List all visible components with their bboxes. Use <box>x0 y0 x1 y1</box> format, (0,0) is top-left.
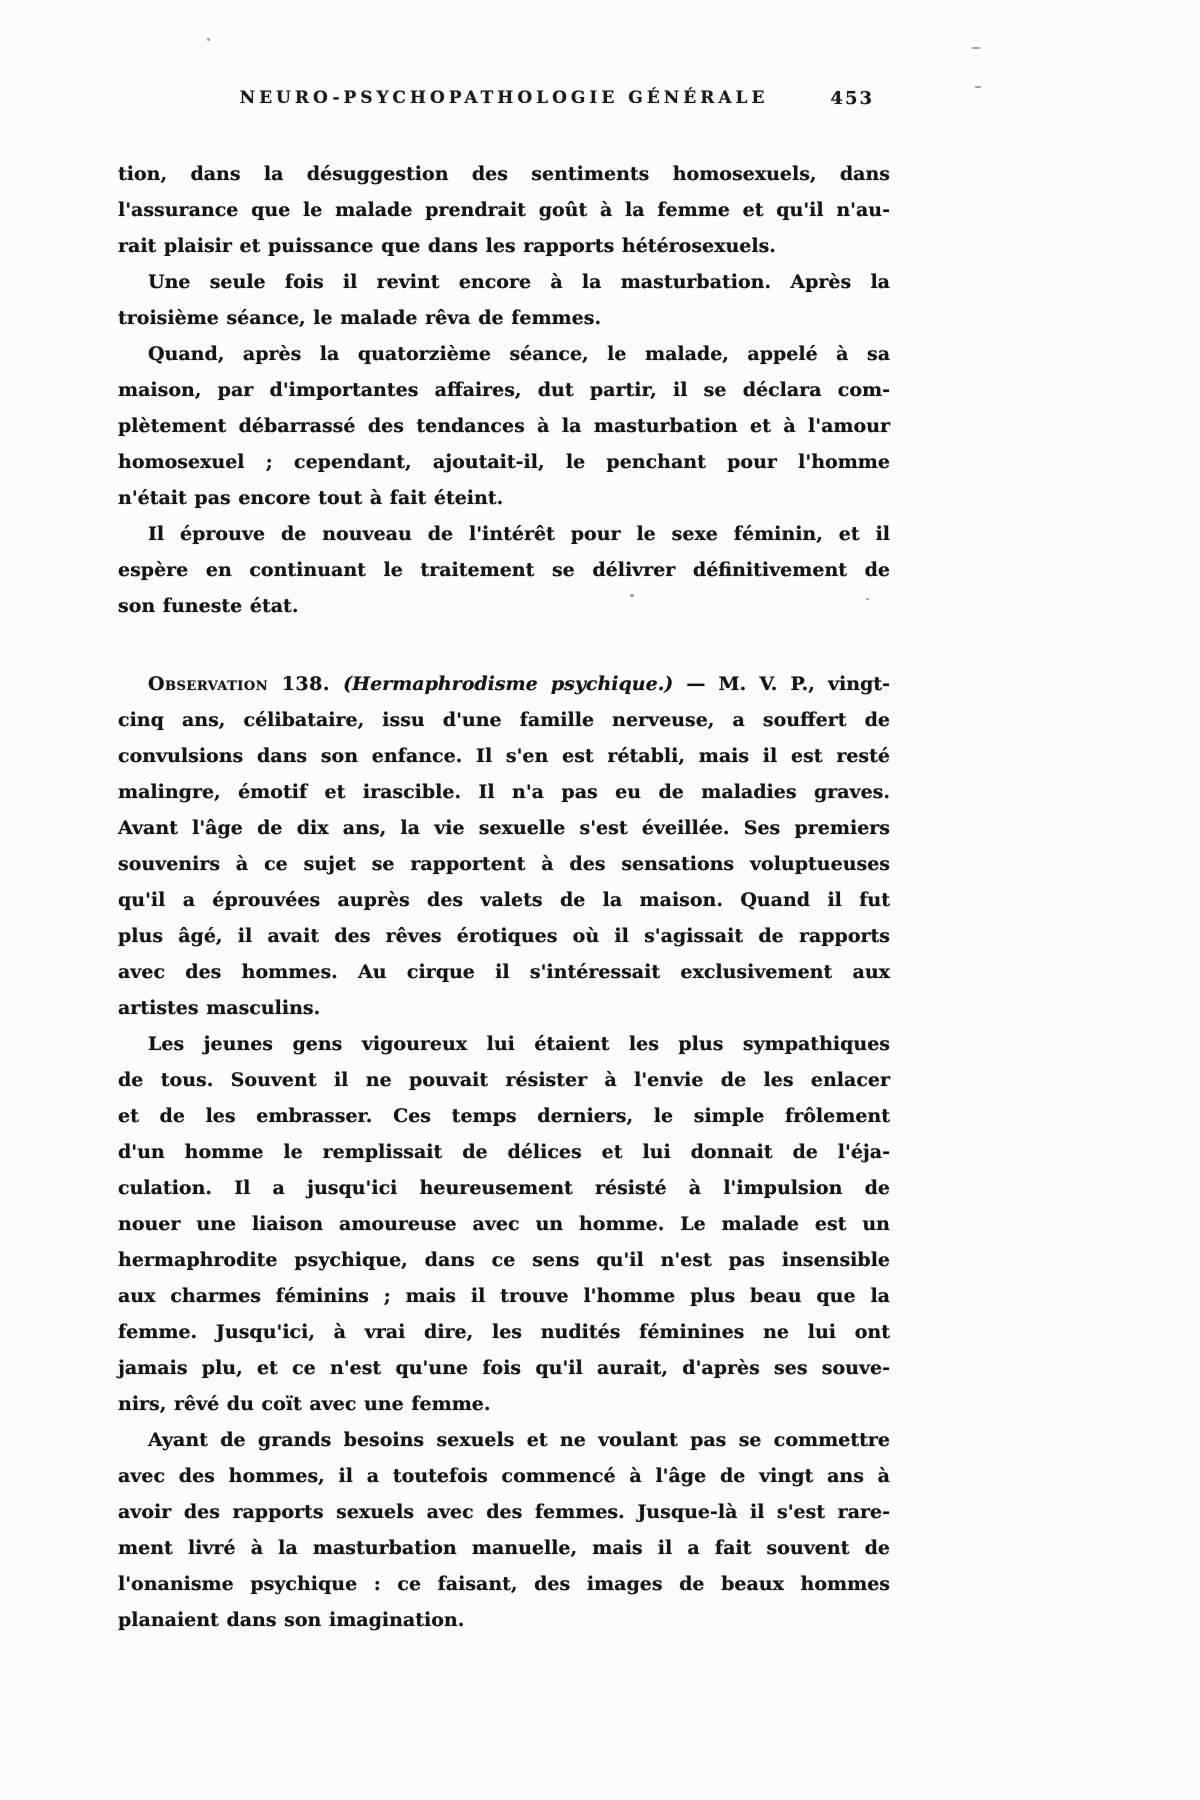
text-line: tion, dans la désuggestion des sentiments homosexuels, dans <box>118 163 890 185</box>
text-line: espère en continuant le traitement se délivrer définitivement de <box>118 559 890 581</box>
text-line: plus âgé, il avait des rêves érotiques où il s'agissait de rapports <box>118 925 890 947</box>
text-line: convulsions dans son enfance. Il s'en est rétabli, mais il est resté <box>118 745 890 767</box>
observation-label: Observation 138. <box>148 673 330 695</box>
text-line: plètement débarrassé des tendances à la masturbation et à l'amour <box>118 415 890 437</box>
text-line: son funeste état. <box>118 595 299 617</box>
observation-lead-line <box>118 666 890 702</box>
scan-speck <box>630 594 634 597</box>
paragraph <box>118 666 890 1026</box>
text-line: avoir des rapports sexuels avec des femmes. Jusque-là il s'est rare- <box>118 1501 890 1523</box>
text-line: Une seule fois il revint encore à la masturbation. Après la <box>148 271 890 293</box>
text-line: n'était pas encore tout à fait éteint. <box>118 487 504 509</box>
text-line: nouer une liaison amoureuse avec un homme. Le malade est un <box>118 1213 890 1235</box>
paragraph <box>118 1422 890 1638</box>
text-line: l'onanisme psychique : ce faisant, des images de beaux hommes <box>118 1573 890 1595</box>
paragraph <box>118 516 890 624</box>
text-line: l'assurance que le malade prendrait goût à la femme et qu'il n'au- <box>118 199 890 221</box>
text-line: Avant l'âge de dix ans, la vie sexuelle s'est éveillée. Ses premiers <box>118 817 890 839</box>
text-line: homosexuel ; cependant, ajoutait-il, le penchant pour l'homme <box>118 451 890 473</box>
page-number: 453 <box>830 88 874 109</box>
paragraph <box>118 1026 890 1422</box>
text-line: ment livré à la masturbation manuelle, mais il a fait souvent de <box>118 1537 890 1559</box>
text-line: malingre, émotif et irascible. Il n'a pas eu de maladies graves. <box>118 781 890 803</box>
page-body <box>118 156 890 1638</box>
scan-speck <box>866 598 869 600</box>
text-line: Il éprouve de nouveau de l'intérêt pour le sexe féminin, et il <box>148 523 890 545</box>
paragraph <box>118 156 890 264</box>
paragraph <box>118 336 890 516</box>
page-header <box>118 88 890 122</box>
text-line: culation. Il a jusqu'ici heureusement résisté à l'impulsion de <box>118 1177 890 1199</box>
text-line: et de les embrasser. Ces temps derniers, le simple frôlement <box>118 1105 890 1127</box>
text-line: nirs, rêvé du coït avec une femme. <box>118 1393 491 1415</box>
text-line: artistes masculins. <box>118 997 321 1019</box>
scan-speck <box>972 47 980 49</box>
text-line: jamais plu, et ce n'est qu'une fois qu'il aurait, d'après ses souve- <box>118 1357 890 1379</box>
text-line: Quand, après la quatorzième séance, le malade, appelé à sa <box>148 343 890 365</box>
text-line: rait plaisir et puissance que dans les rapports hétérosexuels. <box>118 235 776 257</box>
text-line: planaient dans son imagination. <box>118 1609 465 1631</box>
text-line: Ayant de grands besoins sexuels et ne voulant pas se commettre <box>148 1429 890 1451</box>
text-line: souvenirs à ce sujet se rapportent à des sensations voluptueuses <box>118 853 890 875</box>
observation-title: (Hermaphrodisme psychique.) <box>330 673 674 695</box>
text-line: femme. Jusqu'ici, à vrai dire, les nudités féminines ne lui ont <box>118 1321 890 1343</box>
observation-lead-text: — M. V. P., vingt- <box>673 673 890 695</box>
text-line: de tous. Souvent il ne pouvait résister à l'envie de les enlacer <box>118 1069 890 1091</box>
text-line: qu'il a éprouvées auprès des valets de la maison. Quand il fut <box>118 889 890 911</box>
text-line: cinq ans, célibataire, issu d'une famille nerveuse, a souffert de <box>118 709 890 731</box>
text-line: d'un homme le remplissait de délices et lui donnait de l'éja- <box>118 1141 890 1163</box>
running-title: NEURO-PSYCHOPATHOLOGIE GÉNÉRALE <box>239 88 769 108</box>
text-line: avec des hommes. Au cirque il s'intéressait exclusivement aux <box>118 961 890 983</box>
text-line: troisième séance, le malade rêva de femmes. <box>118 307 602 329</box>
text-line: avec des hommes, il a toutefois commencé à l'âge de vingt ans à <box>118 1465 890 1487</box>
text-line: Les jeunes gens vigoureux lui étaient les plus sympathiques <box>148 1033 890 1055</box>
paragraph <box>118 264 890 336</box>
text-line: hermaphrodite psychique, dans ce sens qu'il n'est pas insensible <box>118 1249 890 1271</box>
scan-speck <box>207 38 210 41</box>
scan-speck <box>975 86 981 88</box>
text-line: aux charmes féminins ; mais il trouve l'homme plus beau que la <box>118 1285 890 1307</box>
text-line: maison, par d'importantes affaires, dut partir, il se déclara com- <box>118 379 890 401</box>
